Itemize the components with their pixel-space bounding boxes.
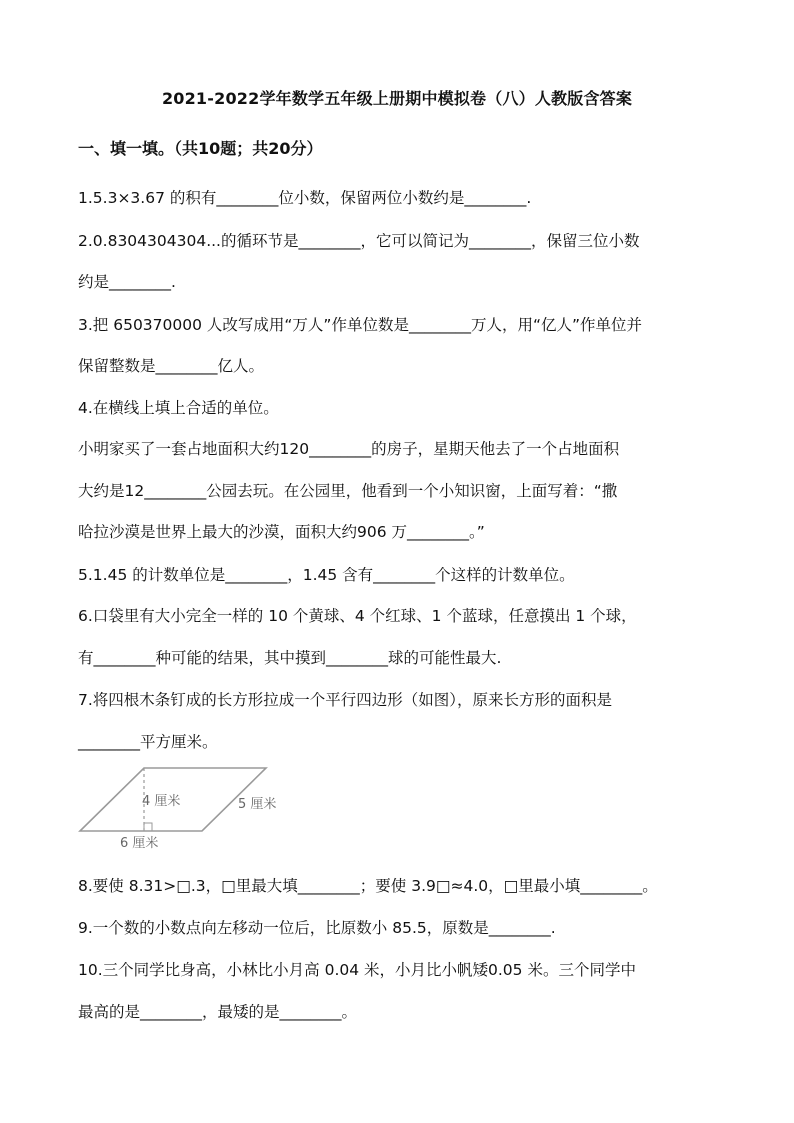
height-label: 4 厘米 xyxy=(142,794,181,809)
question-2-line-2: 约是________. xyxy=(78,273,176,291)
question-8-line-1: 8.要使 8.31>□.3，□里最大填________；要使 3.9□≈4.0，□里最小填________。 xyxy=(78,877,658,895)
side-label: 5 厘米 xyxy=(238,797,277,812)
question-3-line-2: 保留整数是________亿人。 xyxy=(78,357,265,375)
question-4-line-1: 4.在横线上填上合适的单位。 xyxy=(78,399,279,417)
question-6-line-1: 6.口袋里有大小完全一样的 10 个黄球、4 个红球、1 个蓝球，任意摸出 1 个球， xyxy=(78,607,637,625)
question-4-line-2: 小明家买了一套占地面积大约120________的房子，星期天他去了一个占地面积 xyxy=(78,440,620,458)
question-6-line-2: 有________种可能的结果，其中摸到________球的可能性最大. xyxy=(78,649,502,667)
right-angle-mark xyxy=(144,823,152,831)
question-2-line-1: 2.0.8304304304...的循环节是________，它可以简记为________，保留三位小数 xyxy=(78,232,640,250)
base-label: 6 厘米 xyxy=(120,836,159,851)
question-3-line-1: 3.把 650370000 人改写成用“万人”作单位数是________万人，用“亿人”作单位并 xyxy=(78,316,643,334)
question-10-line-2: 最高的是________，最矮的是________。 xyxy=(78,1003,358,1021)
question-4-line-3: 大约是12________公园去玩。在公园里，他看到一个小知识窗，上面写着：“撒 xyxy=(78,482,618,500)
section-heading: 一、填一填。（共10题；共20分） xyxy=(78,139,323,158)
question-10-line-1: 10.三个同学比身高，小林比小月高 0.04 米，小月比小帆矮0.05 米。三个同学中 xyxy=(78,961,636,979)
question-4-line-4: 哈拉沙漠是世界上最大的沙漠，面积大约906 万________。” xyxy=(78,523,485,541)
question-7-line-2: ________平方厘米。 xyxy=(78,733,218,751)
question-7-line-1: 7.将四根木条钉成的长方形拉成一个平行四边形（如图），原来长方形的面积是 xyxy=(78,691,613,709)
question-9-line-1: 9.一个数的小数点向左移动一位后，比原数小 85.5，原数是________. xyxy=(78,919,556,937)
question-1-line-1: 1.5.3×3.67 的积有________位小数，保留两位小数约是________. xyxy=(78,189,532,207)
page-title: 2021-2022学年数学五年级上册期中模拟卷（八）人教版含答案 xyxy=(161,89,633,108)
parallelogram-figure xyxy=(78,760,298,856)
question-5-line-1: 5.1.45 的计数单位是________，1.45 含有________个这样的计数单位。 xyxy=(78,566,575,584)
